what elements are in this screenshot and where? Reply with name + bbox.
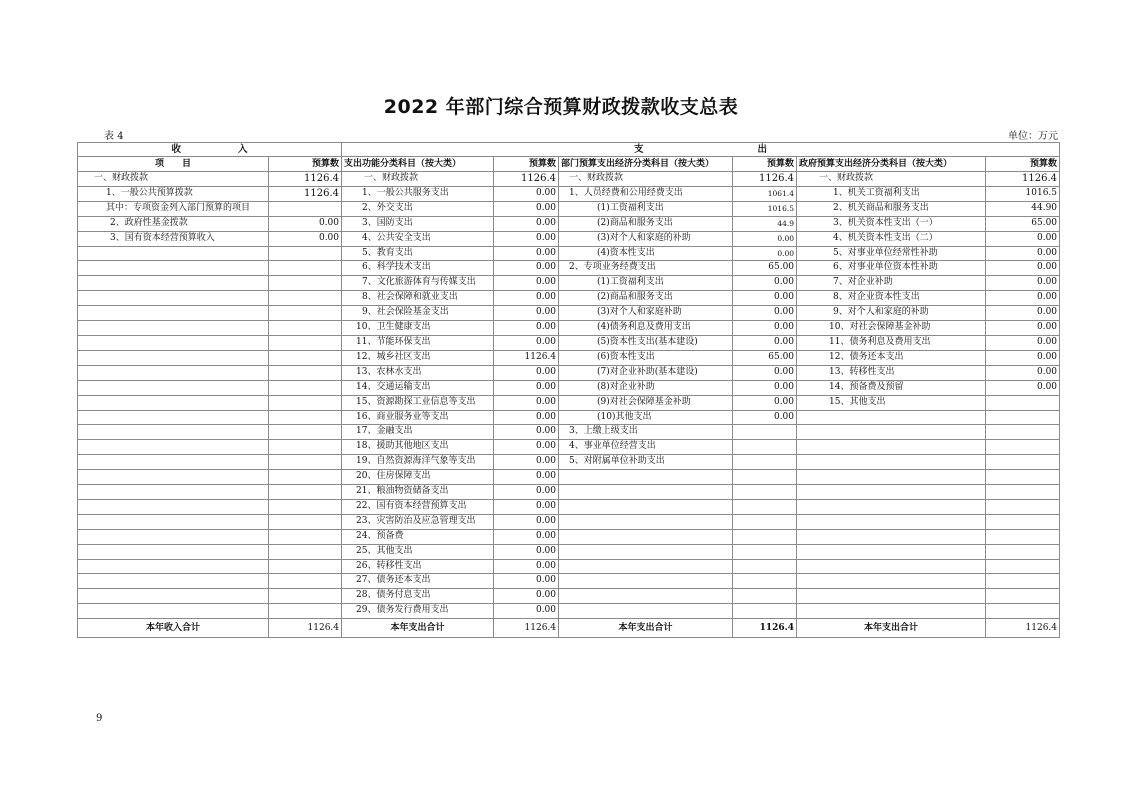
dept-econ-cell: 5、对附属单位补助支出 <box>559 455 733 470</box>
income-amount-cell <box>269 276 342 291</box>
dept-econ-cell: (3)对个人和家庭的补助 <box>559 231 733 246</box>
dept-amount-cell: 0.00 <box>733 410 797 425</box>
func-amount-cell: 0.00 <box>494 604 559 619</box>
income-cell <box>78 544 269 559</box>
dept-econ-cell <box>559 485 733 500</box>
table-row <box>78 365 1060 380</box>
dept-amount-cell <box>733 485 797 500</box>
table-row <box>78 425 1060 440</box>
income-total-label: 本年收入合计 <box>78 619 269 638</box>
income-cell <box>78 321 269 336</box>
func-class-cell: 12、城乡社区支出 <box>342 350 494 365</box>
dept-amount-cell: 0.00 <box>733 231 797 246</box>
income-amount-cell <box>269 350 342 365</box>
gov-econ-cell <box>797 574 986 589</box>
table-row <box>78 350 1060 365</box>
gov-amount-cell <box>986 440 1060 455</box>
income-amount-cell: 1126.4 <box>269 172 342 187</box>
gov-econ-cell <box>797 410 986 425</box>
table-row <box>78 321 1060 336</box>
dept-econ-cell: (1)工资福利支出 <box>559 201 733 216</box>
income-total-amount: 1126.4 <box>269 619 342 638</box>
table-row <box>78 455 1060 470</box>
gov-econ-cell <box>797 604 986 619</box>
income-amount-cell <box>269 485 342 500</box>
income-cell <box>78 440 269 455</box>
dept-amount-cell <box>733 455 797 470</box>
dept-econ-cell: (5)资本性支出(基本建设) <box>559 335 733 350</box>
income-cell <box>78 425 269 440</box>
dept-econ-cell <box>559 544 733 559</box>
func-class-cell: 19、自然资源海洋气象等支出 <box>342 455 494 470</box>
gov-amount-cell: 0.00 <box>986 365 1060 380</box>
gov-econ-cell <box>797 514 986 529</box>
func-class-cell: 13、农林水支出 <box>342 365 494 380</box>
func-amount-cell: 0.00 <box>494 559 559 574</box>
income-amount-cell <box>269 201 342 216</box>
table-row <box>78 276 1060 291</box>
dept-econ-cell <box>559 529 733 544</box>
dept-econ-cell: (6)资本性支出 <box>559 350 733 365</box>
income-cell <box>78 380 269 395</box>
func-class-cell: 15、资源勘探工业信息等支出 <box>342 395 494 410</box>
func-class-cell: 3、国防支出 <box>342 216 494 231</box>
gov-amount-cell <box>986 425 1060 440</box>
func-total-label: 本年支出合计 <box>342 619 494 638</box>
gov-amount-cell: 0.00 <box>986 350 1060 365</box>
gov-amount-cell: 1016.5 <box>986 186 1060 201</box>
func-class-cell: 9、社会保险基金支出 <box>342 306 494 321</box>
dept-econ-cell <box>559 499 733 514</box>
expense-group-header: 支 出 <box>342 143 1060 157</box>
dept-econ-cell <box>559 470 733 485</box>
dept-amount-cell <box>733 499 797 514</box>
dept-amount-cell: 0.00 <box>733 246 797 261</box>
income-group-header: 收 入 <box>78 143 342 157</box>
dept-amount-cell: 0.00 <box>733 291 797 306</box>
func-amount-cell: 0.00 <box>494 485 559 500</box>
gov-econ-cell: 一、财政拨款 <box>797 172 986 187</box>
dept-amount-cell <box>733 589 797 604</box>
gov-amount-cell: 0.00 <box>986 261 1060 276</box>
dept-econ-cell: 一、财政拨款 <box>559 172 733 187</box>
gov-amount-cell <box>986 514 1060 529</box>
gov-amount-cell: 1126.4 <box>986 172 1060 187</box>
dept-econ-cell <box>559 559 733 574</box>
income-amount-cell <box>269 395 342 410</box>
table-body <box>78 172 1060 619</box>
income-amount-cell <box>269 589 342 604</box>
table-row <box>78 201 1060 216</box>
gov-econ-cell: 8、对企业资本性支出 <box>797 291 986 306</box>
dept-econ-cell: (10)其他支出 <box>559 410 733 425</box>
gov-amount-cell <box>986 529 1060 544</box>
func-amount-cell: 0.00 <box>494 380 559 395</box>
gov-econ-cell <box>797 589 986 604</box>
income-cell <box>78 306 269 321</box>
dept-amount-cell: 1061.4 <box>733 186 797 201</box>
table-row <box>78 291 1060 306</box>
func-class-cell: 一、财政拨款 <box>342 172 494 187</box>
income-cell <box>78 261 269 276</box>
gov-amount-cell: 65.00 <box>986 216 1060 231</box>
income-cell <box>78 529 269 544</box>
income-amount-cell <box>269 514 342 529</box>
dept-amount-cell <box>733 544 797 559</box>
dept-amount-cell <box>733 574 797 589</box>
dept-econ-cell: (3)对个人和家庭补助 <box>559 306 733 321</box>
dept-total-amount: 1126.4 <box>733 619 797 638</box>
table-row <box>78 499 1060 514</box>
func-amount-cell: 1126.4 <box>494 350 559 365</box>
func-class-cell: 25、其他支出 <box>342 544 494 559</box>
header-gov-amount: 预算数 <box>986 157 1060 172</box>
income-amount-cell <box>269 410 342 425</box>
func-amount-cell: 0.00 <box>494 231 559 246</box>
func-class-cell: 1、一般公共服务支出 <box>342 186 494 201</box>
func-amount-cell: 0.00 <box>494 410 559 425</box>
table-row <box>78 216 1060 231</box>
func-amount-cell: 0.00 <box>494 306 559 321</box>
func-amount-cell: 0.00 <box>494 216 559 231</box>
dept-amount-cell <box>733 529 797 544</box>
table-row <box>78 604 1060 619</box>
income-amount-cell <box>269 574 342 589</box>
dept-amount-cell <box>733 559 797 574</box>
dept-amount-cell <box>733 440 797 455</box>
page-number: 9 <box>96 713 103 724</box>
income-cell: 2、政府性基金拨款 <box>78 216 269 231</box>
func-amount-cell: 0.00 <box>494 246 559 261</box>
table-row <box>78 172 1060 187</box>
dept-econ-cell: (4)资本性支出 <box>559 246 733 261</box>
income-cell <box>78 291 269 306</box>
gov-econ-cell: 7、对企业补助 <box>797 276 986 291</box>
table-row <box>78 231 1060 246</box>
totals-row <box>78 619 1060 638</box>
func-amount-cell: 0.00 <box>494 499 559 514</box>
func-amount-cell: 0.00 <box>494 261 559 276</box>
dept-econ-cell: 2、专项业务经费支出 <box>559 261 733 276</box>
dept-amount-cell: 65.00 <box>733 261 797 276</box>
gov-econ-cell <box>797 440 986 455</box>
dept-amount-cell <box>733 470 797 485</box>
income-cell <box>78 276 269 291</box>
table-row <box>78 440 1060 455</box>
gov-econ-cell <box>797 559 986 574</box>
income-cell: 3、国有资本经营预算收入 <box>78 231 269 246</box>
gov-amount-cell: 0.00 <box>986 231 1060 246</box>
dept-amount-cell: 44.9 <box>733 216 797 231</box>
table-number: 表 4 <box>104 131 124 142</box>
income-amount-cell <box>269 529 342 544</box>
gov-econ-cell: 3、机关资本性支出（一） <box>797 216 986 231</box>
gov-econ-cell <box>797 485 986 500</box>
income-amount-cell: 1126.4 <box>269 186 342 201</box>
gov-amount-cell <box>986 410 1060 425</box>
table-row <box>78 380 1060 395</box>
income-cell <box>78 335 269 350</box>
dept-amount-cell <box>733 604 797 619</box>
dept-amount-cell: 0.00 <box>733 306 797 321</box>
gov-amount-cell <box>986 574 1060 589</box>
table-row <box>78 544 1060 559</box>
gov-amount-cell: 0.00 <box>986 335 1060 350</box>
income-amount-cell <box>269 335 342 350</box>
func-amount-cell: 0.00 <box>494 470 559 485</box>
dept-amount-cell: 0.00 <box>733 365 797 380</box>
table-row <box>78 485 1060 500</box>
func-amount-cell: 0.00 <box>494 514 559 529</box>
dept-econ-cell: (1)工资福利支出 <box>559 276 733 291</box>
gov-econ-cell: 2、机关商品和服务支出 <box>797 201 986 216</box>
dept-amount-cell <box>733 514 797 529</box>
gov-amount-cell <box>986 485 1060 500</box>
table-row <box>78 261 1060 276</box>
page-title: 2022 年部门综合预算财政拨款收支总表 <box>383 96 739 118</box>
func-class-cell: 29、债务发行费用支出 <box>342 604 494 619</box>
gov-econ-cell: 9、对个人和家庭的补助 <box>797 306 986 321</box>
func-amount-cell: 0.00 <box>494 365 559 380</box>
income-amount-cell: 0.00 <box>269 231 342 246</box>
header-item: 项 目 <box>78 157 269 172</box>
gov-amount-cell <box>986 499 1060 514</box>
income-amount-cell <box>269 425 342 440</box>
income-amount-cell <box>269 455 342 470</box>
func-class-cell: 8、社会保障和就业支出 <box>342 291 494 306</box>
income-cell <box>78 589 269 604</box>
dept-amount-cell: 0.00 <box>733 395 797 410</box>
func-amount-cell: 0.00 <box>494 440 559 455</box>
dept-econ-cell: (7)对企业补助(基本建设) <box>559 365 733 380</box>
header-dept-econ: 部门预算支出经济分类科目（按大类） <box>559 157 733 172</box>
income-cell <box>78 365 269 380</box>
func-amount-cell: 0.00 <box>494 276 559 291</box>
func-class-cell: 26、转移性支出 <box>342 559 494 574</box>
gov-amount-cell <box>986 589 1060 604</box>
gov-econ-cell: 6、对事业单位资本性补助 <box>797 261 986 276</box>
dept-econ-cell: (2)商品和服务支出 <box>559 216 733 231</box>
dept-econ-cell: 4、事业单位经营支出 <box>559 440 733 455</box>
gov-econ-cell <box>797 470 986 485</box>
dept-econ-cell <box>559 589 733 604</box>
dept-econ-cell: 3、上缴上级支出 <box>559 425 733 440</box>
header-gov-econ: 政府预算支出经济分类科目（按大类） <box>797 157 986 172</box>
gov-total-amount: 1126.4 <box>986 619 1060 638</box>
func-class-cell: 7、文化旅游体育与传媒支出 <box>342 276 494 291</box>
func-total-amount: 1126.4 <box>494 619 559 638</box>
func-amount-cell: 0.00 <box>494 201 559 216</box>
func-amount-cell: 1126.4 <box>494 172 559 187</box>
func-class-cell: 17、金融支出 <box>342 425 494 440</box>
func-amount-cell: 0.00 <box>494 291 559 306</box>
income-cell <box>78 246 269 261</box>
gov-econ-cell <box>797 425 986 440</box>
gov-econ-cell: 13、转移性支出 <box>797 365 986 380</box>
func-class-cell: 20、住房保障支出 <box>342 470 494 485</box>
income-cell: 1、一般公共预算拨款 <box>78 186 269 201</box>
income-amount-cell <box>269 470 342 485</box>
table-row <box>78 335 1060 350</box>
func-class-cell: 11、节能环保支出 <box>342 335 494 350</box>
table-row <box>78 246 1060 261</box>
income-cell <box>78 514 269 529</box>
income-amount-cell <box>269 321 342 336</box>
income-amount-cell <box>269 306 342 321</box>
func-class-cell: 6、科学技术支出 <box>342 261 494 276</box>
budget-table <box>77 142 1060 638</box>
gov-amount-cell: 0.00 <box>986 306 1060 321</box>
income-cell: 一、财政拨款 <box>78 172 269 187</box>
header-func-amount: 预算数 <box>494 157 559 172</box>
dept-amount-cell <box>733 425 797 440</box>
gov-econ-cell: 11、债务利息及费用支出 <box>797 335 986 350</box>
income-cell <box>78 574 269 589</box>
dept-econ-cell: (2)商品和服务支出 <box>559 291 733 306</box>
dept-econ-cell: (9)对社会保障基金补助 <box>559 395 733 410</box>
gov-econ-cell: 1、机关工资福利支出 <box>797 186 986 201</box>
income-cell <box>78 470 269 485</box>
gov-amount-cell <box>986 544 1060 559</box>
income-amount-cell <box>269 499 342 514</box>
income-cell <box>78 350 269 365</box>
table-row <box>78 186 1060 201</box>
header-income-amount: 预算数 <box>269 157 342 172</box>
gov-econ-cell <box>797 529 986 544</box>
gov-econ-cell: 10、对社会保障基金补助 <box>797 321 986 336</box>
dept-econ-cell: (8)对企业补助 <box>559 380 733 395</box>
dept-amount-cell: 0.00 <box>733 380 797 395</box>
func-amount-cell: 0.00 <box>494 186 559 201</box>
func-class-cell: 23、灾害防治及应急管理支出 <box>342 514 494 529</box>
gov-econ-cell: 4、机关资本性支出（二） <box>797 231 986 246</box>
income-cell <box>78 559 269 574</box>
gov-amount-cell: 0.00 <box>986 276 1060 291</box>
income-amount-cell <box>269 291 342 306</box>
func-class-cell: 5、教育支出 <box>342 246 494 261</box>
func-class-cell: 16、商业服务业等支出 <box>342 410 494 425</box>
dept-econ-cell <box>559 604 733 619</box>
table-row <box>78 589 1060 604</box>
gov-econ-cell: 14、预备费及预留 <box>797 380 986 395</box>
func-amount-cell: 0.00 <box>494 335 559 350</box>
dept-amount-cell: 1126.4 <box>733 172 797 187</box>
income-amount-cell <box>269 559 342 574</box>
income-cell <box>78 499 269 514</box>
func-class-cell: 27、债务还本支出 <box>342 574 494 589</box>
func-class-cell: 28、债务付息支出 <box>342 589 494 604</box>
func-class-cell: 4、公共安全支出 <box>342 231 494 246</box>
income-cell <box>78 410 269 425</box>
dept-econ-cell: 1、人员经费和公用经费支出 <box>559 186 733 201</box>
income-amount-cell <box>269 261 342 276</box>
func-amount-cell: 0.00 <box>494 321 559 336</box>
gov-amount-cell: 0.00 <box>986 291 1060 306</box>
table-row <box>78 306 1060 321</box>
income-cell <box>78 455 269 470</box>
income-amount-cell <box>269 365 342 380</box>
func-class-cell: 18、援助其他地区支出 <box>342 440 494 455</box>
dept-amount-cell: 65.00 <box>733 350 797 365</box>
gov-total-label: 本年支出合计 <box>797 619 986 638</box>
gov-econ-cell: 12、债务还本支出 <box>797 350 986 365</box>
table-row <box>78 529 1060 544</box>
gov-amount-cell <box>986 395 1060 410</box>
gov-econ-cell <box>797 544 986 559</box>
dept-econ-cell: (4)债务利息及费用支出 <box>559 321 733 336</box>
dept-total-label: 本年支出合计 <box>559 619 733 638</box>
gov-amount-cell <box>986 455 1060 470</box>
gov-econ-cell <box>797 499 986 514</box>
gov-amount-cell: 0.00 <box>986 380 1060 395</box>
gov-amount-cell: 44.90 <box>986 201 1060 216</box>
table-row <box>78 395 1060 410</box>
income-amount-cell: 0.00 <box>269 216 342 231</box>
dept-amount-cell: 0.00 <box>733 321 797 336</box>
dept-amount-cell: 0.00 <box>733 276 797 291</box>
income-amount-cell <box>269 604 342 619</box>
gov-amount-cell <box>986 470 1060 485</box>
income-cell <box>78 604 269 619</box>
income-cell <box>78 395 269 410</box>
func-amount-cell: 0.00 <box>494 455 559 470</box>
header-func-class: 支出功能分类科目（按大类） <box>342 157 494 172</box>
func-class-cell: 24、预备费 <box>342 529 494 544</box>
income-amount-cell <box>269 544 342 559</box>
table-row <box>78 470 1060 485</box>
income-amount-cell <box>269 440 342 455</box>
gov-amount-cell <box>986 604 1060 619</box>
unit-label: 单位：万元 <box>1008 131 1058 142</box>
gov-amount-cell <box>986 559 1060 574</box>
table-row <box>78 514 1060 529</box>
header-dept-amount: 预算数 <box>733 157 797 172</box>
func-class-cell: 21、粮油物资储备支出 <box>342 485 494 500</box>
func-amount-cell: 0.00 <box>494 574 559 589</box>
table-row <box>78 410 1060 425</box>
gov-econ-cell <box>797 455 986 470</box>
func-amount-cell: 0.00 <box>494 544 559 559</box>
func-amount-cell: 0.00 <box>494 395 559 410</box>
income-amount-cell <box>269 246 342 261</box>
income-amount-cell <box>269 380 342 395</box>
func-class-cell: 14、交通运输支出 <box>342 380 494 395</box>
func-amount-cell: 0.00 <box>494 589 559 604</box>
func-class-cell: 10、卫生健康支出 <box>342 321 494 336</box>
gov-econ-cell: 15、其他支出 <box>797 395 986 410</box>
income-cell: 其中：专项资金列入部门预算的项目 <box>78 201 269 216</box>
dept-econ-cell <box>559 514 733 529</box>
dept-econ-cell <box>559 574 733 589</box>
table-row <box>78 559 1060 574</box>
func-class-cell: 2、外交支出 <box>342 201 494 216</box>
dept-amount-cell: 0.00 <box>733 335 797 350</box>
income-cell <box>78 485 269 500</box>
gov-econ-cell: 5、对事业单位经常性补助 <box>797 246 986 261</box>
gov-amount-cell: 0.00 <box>986 321 1060 336</box>
func-class-cell: 22、国有资本经营预算支出 <box>342 499 494 514</box>
func-amount-cell: 0.00 <box>494 529 559 544</box>
table-row <box>78 574 1060 589</box>
gov-amount-cell: 0.00 <box>986 246 1060 261</box>
func-amount-cell: 0.00 <box>494 425 559 440</box>
dept-amount-cell: 1016.5 <box>733 201 797 216</box>
